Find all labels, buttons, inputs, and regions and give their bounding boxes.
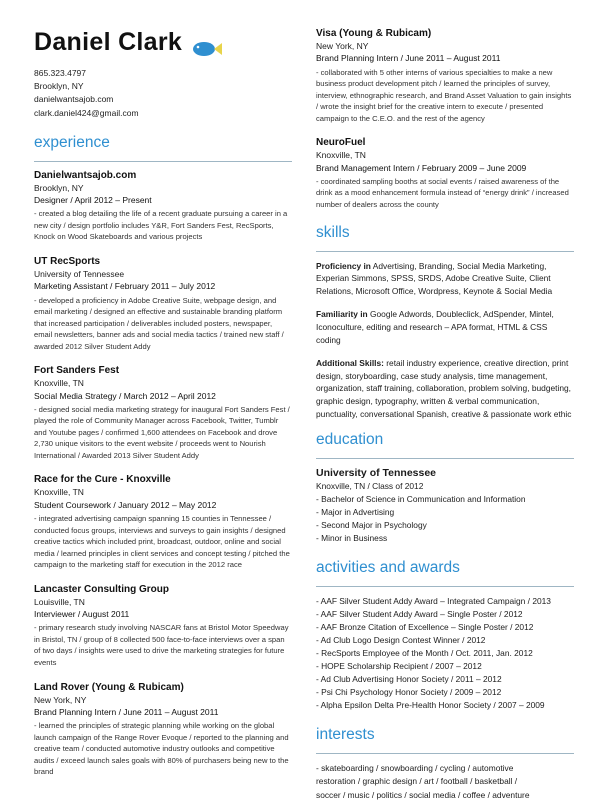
entry-role: Brand Planning Intern / June 2011 – August 2011: [34, 706, 219, 717]
contact-phone: 865.323.4797: [34, 68, 86, 78]
left-column: [34, 28, 292, 791]
entry-location: Knoxville, TN: [34, 487, 84, 498]
entry-company: Visa (Young & Rubicam): [316, 28, 432, 39]
candidate-name: Daniel Clark: [34, 28, 183, 56]
contact-email[interactable]: clark.daniel424@gmail.com: [34, 107, 139, 118]
entry-description: - collaborated with 5 other interns of various specialties to make a new business product development pitch / learned the principles of survey, interview, ethnographic research, and Brand Asset Valuation to gain insights / wrote the insight brief for the creative intern to execute / presented campaign to the C.E.O. and the rest of the agency: [316, 67, 572, 123]
entry-role: Brand Planning Intern / June 2011 – August 2011: [316, 53, 501, 64]
experience-entry: [34, 474, 292, 570]
skill-label: Additional Skills:: [316, 358, 384, 369]
skill-group: [316, 260, 574, 298]
contact-block: [34, 67, 292, 120]
interests-line: - skateboarding / snowboarding / cycling / automotive: [316, 763, 514, 774]
entry-description: - developed a proficiency in Adobe Creative Suite, webpage design, and email marketing / designed an effective and sustainable branding platform that increased participation / deliverables included posters, newspaper, email newsletters, banner ads and social media tactics / trained new staff / awarded 2012 Silver Student Addy: [34, 295, 284, 351]
section-title-awards: activities and awards: [316, 558, 460, 576]
fish-icon: [192, 35, 222, 51]
skill-label: Proficiency in: [316, 260, 371, 271]
list-item: - Bachelor of Science in Communication and Information: [316, 493, 526, 504]
experience-entry: [316, 137, 574, 210]
entry-company: Lancaster Consulting Group: [34, 583, 170, 595]
list-item: - Second Major in Psychology: [316, 519, 427, 530]
skill-group: [316, 357, 574, 420]
entry-company: UT RecSports: [34, 255, 101, 267]
contact-location: Brooklyn, NY: [34, 81, 84, 92]
entry-location: New York, NY: [316, 41, 369, 51]
entry-description: - primary research study involving NASCAR fans at Bristol Motor Speedway in Bristol, TN / group of 8 collected 500 face-to-face interviews over a span of two days / insights were used to drive the marketing strategies for future events: [34, 623, 289, 667]
education-meta: Knoxville, TN / Class of 2012: [316, 481, 424, 492]
list-item: - RecSports Employee of the Month / Oct. 2011, Jan. 2012: [316, 647, 533, 658]
contact-website[interactable]: danielwantsajob.com: [34, 94, 114, 105]
entry-description: - coordinated sampling booths at social events / raised awareness of the drink as a mood enhancement formula instead of “energy drink” / increased number of dealers across the county: [316, 176, 569, 209]
interests-line: soccer / music / politics / social media / coffee / adventure: [316, 789, 530, 800]
skill-text: Google Adwords, Doubleclick, AdSpender, Mintel, Iconoculture, editing and research – APA format, HTML & CSS coding: [316, 309, 554, 345]
entry-location: University of Tennessee: [34, 268, 125, 279]
experience-entry: [316, 28, 574, 124]
entry-role: Brand Management Intern / February 2009 – June 2009: [316, 162, 527, 173]
entry-role: Interviewer / August 2011: [34, 609, 130, 620]
list-item: - Ad Club Logo Design Contest Winner / 2012: [316, 634, 486, 645]
list-item: - Minor in Business: [316, 532, 388, 543]
entry-description: - integrated advertising campaign spanning 15 counties in Tennessee / conducted focus groups, interviews and surveys to gain insights / designed creative tactics which included print, broadcast, outdoor, online and social media / learned principles in client services and concept testing / pitched the campaign to the marketing staff for execution in the 2012 race: [34, 514, 290, 570]
divider: [316, 586, 574, 587]
section-title-interests: interests: [316, 726, 375, 744]
entry-location: Knoxville, TN: [34, 378, 84, 389]
entry-location: Brooklyn, NY: [34, 182, 84, 193]
entry-role: Student Coursework / January 2012 – May 2012: [34, 499, 217, 510]
entry-role: Marketing Assistant / February 2011 – July 2012: [34, 281, 216, 292]
skill-group: [316, 308, 574, 346]
experience-entry: [34, 365, 292, 461]
entry-description: - created a blog detailing the life of a recent graduate pursuing a career in a new city / design portfolio includes Y&R, Fort Sanders Fest, RecSports, Knock on Wood Skateboards and various projects: [34, 209, 288, 242]
entry-role: Social Media Strategy / March 2012 – April 2012: [34, 390, 216, 401]
education-school: University of Tennessee: [316, 467, 437, 480]
entry-description: - designed social media marketing strategy for inaugural Fort Sanders Fest / played the role of Community Manager across Facebook, Twitter, Tumblr and Youtube pages / confirmed 1,600 attendees on Facebook and drove 2,730 unique visitors to the event website / proceeds went to Nourish International / Awarded 2013 Silver Student Addy: [34, 404, 290, 460]
entry-company: Land Rover (Young & Rubicam): [34, 681, 184, 693]
skill-text: retail industry experience, creative direction, print design, storyboarding, case study analysis, time management, organization, staff training, collaboration, problem solving, budgeting, graphic design, typography, written & verbal communication, punctuality, conversational Spanish, creative & passionate work ethic: [316, 358, 572, 419]
section-title-skills: skills: [316, 223, 350, 241]
divider: [316, 458, 574, 459]
list-item: - AAF Bronze Citation of Excellence – Single Poster / 2012: [316, 621, 534, 632]
section-title-experience: experience: [34, 133, 110, 151]
list-item: - Alpha Epsilon Delta Pre-Health Honor Society / 2007 – 2009: [316, 700, 545, 710]
experience-entry: [34, 170, 292, 243]
entry-location: New York, NY: [34, 694, 87, 705]
list-item: - Major in Advertising: [316, 506, 395, 517]
section-title-education: education: [316, 431, 384, 449]
entry-company: Fort Sanders Fest: [34, 365, 120, 377]
entry-description: - learned the principles of strategic planning while working on the global launch campaign of the Range Rover Evoque / reported to the planning and creative team / conducted automotive industry outlooks and competitive audits / exceed launch sales goals with 80% of purchasers being new to the brand: [34, 721, 289, 777]
list-item: - Psi Chi Psychology Honor Society / 2009 – 2012: [316, 686, 502, 697]
divider: [316, 251, 574, 252]
list-item: - AAF Silver Student Addy Award – Integrated Campaign / 2013: [316, 595, 551, 606]
experience-entry: [34, 682, 292, 778]
experience-entry: [34, 584, 292, 669]
list-item: - Ad Club Advertising Honor Society / 2011 – 2012: [316, 673, 502, 684]
education-entry: [316, 467, 574, 545]
two-column-layout: [34, 28, 587, 802]
entry-location: Louisville, TN: [34, 596, 85, 607]
education-degrees: [316, 493, 574, 545]
right-column: [316, 28, 574, 802]
skill-label: Familiarity in: [316, 309, 368, 320]
entry-company: NeuroFuel: [316, 137, 366, 149]
list-item: - HOPE Scholarship Recipient / 2007 – 2012: [316, 660, 482, 671]
list-item: - AAF Silver Student Addy Award – Single Poster / 2012: [316, 608, 523, 619]
experience-entry: [34, 256, 292, 352]
entry-role: Designer / April 2012 – Present: [34, 195, 152, 205]
entry-company: Race for the Cure - Knoxville: [34, 474, 171, 486]
interests-line: restoration / graphic design / art / football / basketball /: [316, 776, 518, 787]
interests-list: [316, 762, 574, 802]
entry-location: Knoxville, TN: [316, 150, 366, 161]
divider: [34, 161, 292, 162]
entry-company: Danielwantsajob.com: [34, 169, 137, 181]
skill-text: Advertising, Branding, Social Media Marketing, Experian Simmons, SPSS, SRDS, Adobe Creative Suite, Client Relations, Microsoft Office, Wordpress, Keynote & Social Media: [316, 260, 553, 296]
page-title: [34, 28, 292, 57]
divider: [316, 753, 574, 754]
awards-list: [316, 595, 574, 712]
